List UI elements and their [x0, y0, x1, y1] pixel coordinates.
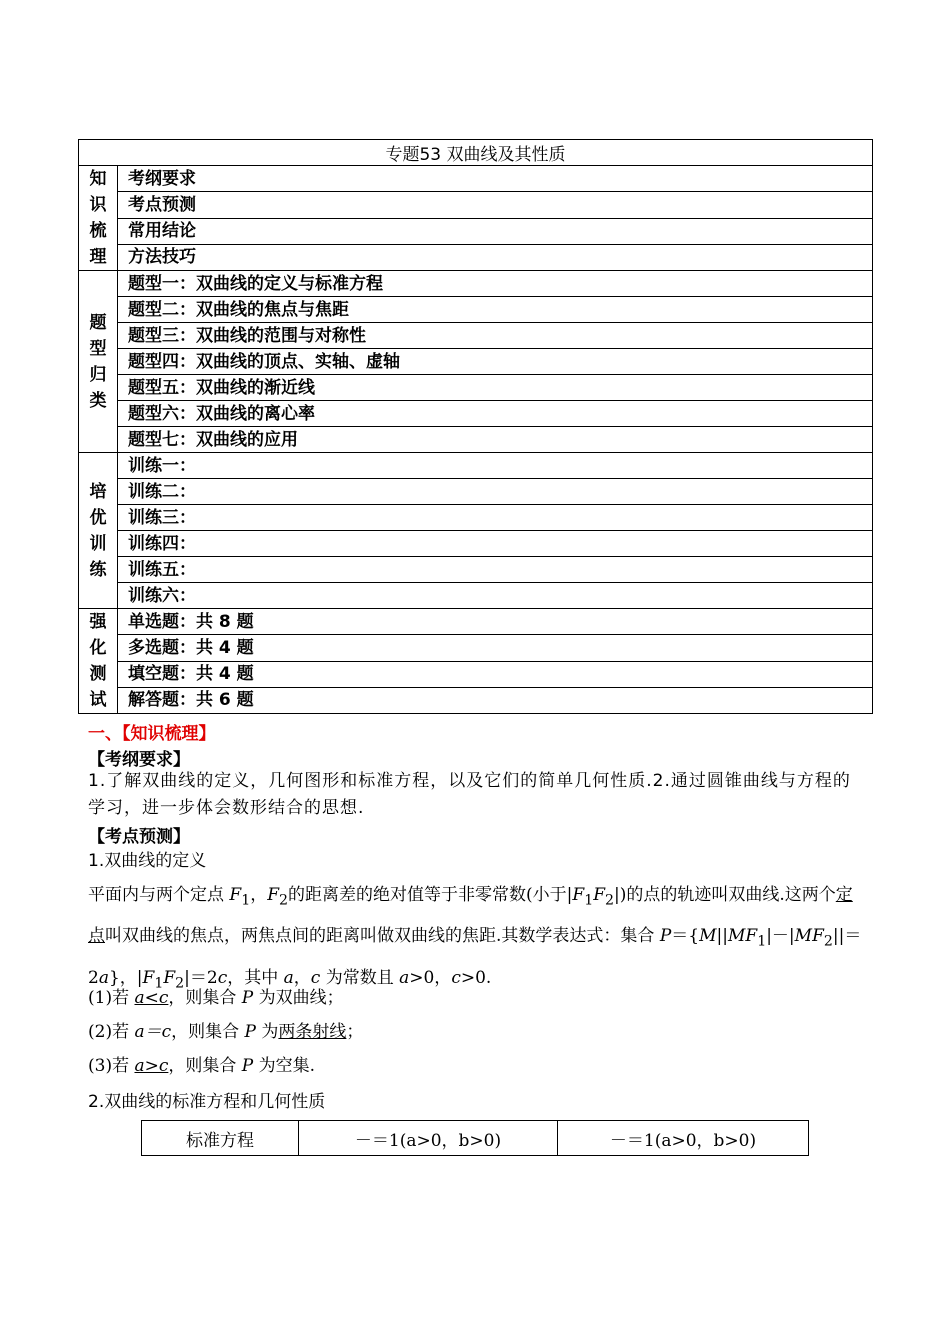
heading-key-points: 【考点预测】: [88, 827, 190, 847]
subheading-standard-equation: 2.双曲线的标准方程和几何性质: [88, 1092, 326, 1112]
outline-item[interactable]: 填空题：共 4 题: [118, 661, 873, 687]
section-heading-knowledge: 一、【知识梳理】: [88, 724, 216, 744]
table-row: [142, 1121, 809, 1156]
outline-item[interactable]: 多选题：共 4 题: [118, 635, 873, 661]
outline-table: [78, 139, 873, 714]
outline-item[interactable]: 题型六：双曲线的离心率: [118, 401, 873, 427]
outline-item[interactable]: 训练一：: [118, 453, 873, 479]
outline-item[interactable]: 训练二：: [118, 479, 873, 505]
outline-item[interactable]: 考点预测: [118, 192, 873, 218]
definition-paragraph: 平面内与两个定点 $F_1$，$F_2$的距离差的绝对值等于非零常数(小于$|F_1F_2|$)的点的轨迹叫双曲线.这两个定点叫双曲线的焦点，两焦点间的距离叫做双曲线的焦距.其数学表达式：集合 $P=\{M||MF_1|-|MF_2||=2a\}$，$|F_1F_2|=2c$，其中 a，c 为常数且 a>0，c>0.: [88, 885, 862, 992]
case-2: (2)若 a＝c，则集合 P 为两条射线；: [88, 1022, 364, 1042]
outline-item[interactable]: 单选题：共 8 题: [118, 609, 873, 635]
heading-syllabus: 【考纲要求】: [88, 750, 190, 770]
outline-item[interactable]: 题型三：双曲线的范围与对称性: [118, 323, 873, 349]
outline-item[interactable]: 题型一：双曲线的定义与标准方程: [118, 271, 873, 297]
table-cell: －＝1(a>0，b>0): [299, 1121, 558, 1156]
case-1: (1)若 a<c，则集合 P 为双曲线；: [88, 988, 344, 1008]
outline-item[interactable]: 解答题：共 6 题: [118, 687, 873, 713]
outline-item[interactable]: 训练五：: [118, 557, 873, 583]
syllabus-text: 1.了解双曲线的定义，几何图形和标准方程，以及它们的简单几何性质.2.通过圆锥曲线与方程的学习，进一步体会数形结合的思想.: [88, 771, 851, 818]
outline-item[interactable]: 题型二：双曲线的焦点与焦距: [118, 297, 873, 323]
outline-item[interactable]: 训练四：: [118, 531, 873, 557]
subheading-definition: 1.双曲线的定义: [88, 851, 207, 871]
properties-table: [141, 1120, 809, 1156]
outline-item[interactable]: 常用结论: [118, 218, 873, 244]
outline-item[interactable]: 题型五：双曲线的渐近线: [118, 375, 873, 401]
outline-item[interactable]: 训练三：: [118, 505, 873, 531]
outline-title: 专题53 双曲线及其性质: [79, 140, 873, 166]
outline-item[interactable]: 考纲要求: [118, 166, 873, 192]
group-label-tests: 强 化 测 试: [79, 609, 118, 714]
group-label-knowledge: 知 识 梳 理: [79, 166, 118, 271]
group-label-training: 培 优 训 练: [79, 453, 118, 609]
outline-item[interactable]: 题型四：双曲线的顶点、实轴、虚轴: [118, 349, 873, 375]
outline-item[interactable]: 方法技巧: [118, 244, 873, 270]
outline-item[interactable]: 题型七：双曲线的应用: [118, 427, 873, 453]
group-label-question-types: 题 型 归 类: [79, 271, 118, 453]
table-cell: －＝1(a>0，b>0): [558, 1121, 809, 1156]
table-cell: 标准方程: [142, 1121, 299, 1156]
outline-item[interactable]: 训练六：: [118, 583, 873, 609]
case-3: (3)若 a>c，则集合 P 为空集.: [88, 1056, 316, 1076]
